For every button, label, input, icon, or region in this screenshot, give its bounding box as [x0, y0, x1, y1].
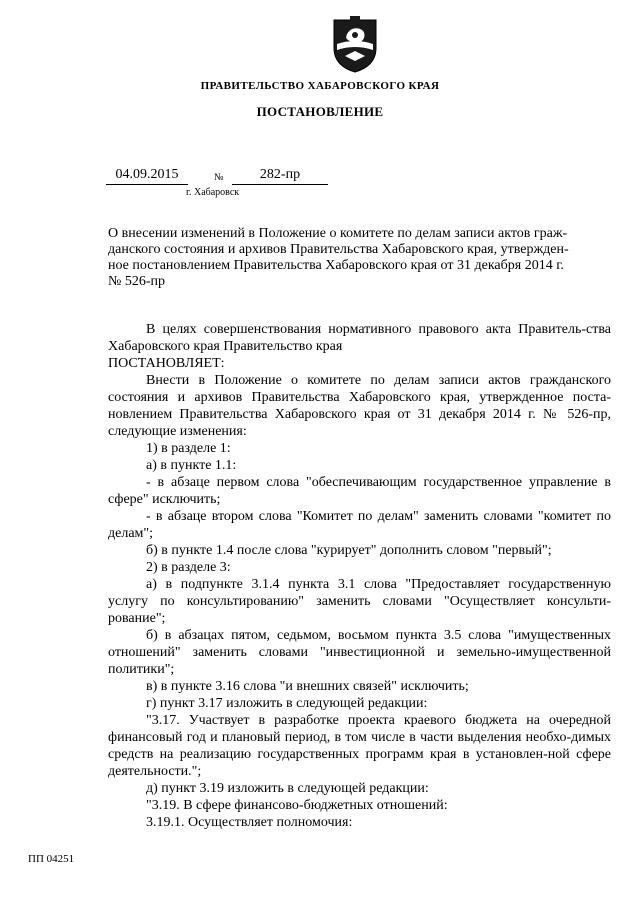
paragraph: а) в пункте 1.1: — [146, 458, 237, 473]
paragraph: ПОСТАНОВЛЯЕТ: — [108, 356, 225, 371]
paragraph: 2) в разделе 3: — [146, 560, 231, 575]
paragraph: а) в подпункте 3.1.4 пункта 3.1 слова "Предоставляет государственную услугу по консультированию" заменить словами "Осуществляет консульти-рование"; — [108, 577, 611, 626]
paragraph: Внести в Положение о комитете по делам записи актов гражданского состояния и архивов Правительства Хабаровского края, утвержденное поста-новлением Правительства Хабаровского края от 31 декабря 2014 г. № 526-пр, следующие изменения: — [108, 373, 611, 439]
coat-of-arms-icon — [330, 14, 380, 74]
document-date: 04.09.2015 — [106, 167, 188, 185]
paragraph: г) пункт 3.17 изложить в следующей редакции: — [146, 696, 428, 711]
title-line: № 526-пр — [108, 274, 166, 289]
paragraph: "3.17. Участвует в разработке проекта краевого бюджета на очередной финансовый год и плановый период, в том числе в части выделения необхо-димых средств на реализацию государственных программ края в установлен-ной сфере деятельности."; — [108, 713, 611, 779]
document-body — [108, 321, 611, 831]
paragraph: - в абзаце первом слова "обеспечивающим государственное управление в сфере" исключить; — [108, 475, 611, 507]
paragraph: в) в пункте 3.16 слова "и внешних связей" исключить; — [146, 679, 469, 694]
paragraph: В целях совершенствования нормативного правового акта Правитель-ства Хабаровского края Правительство края — [108, 322, 611, 354]
number-sign: № — [214, 172, 224, 183]
paragraph: б) в абзацах пятом, седьмом, восьмом пункта 3.5 слова "имущественных отношений" заменить словами "инвестиционной и земельно-имущественной политики"; — [108, 628, 611, 677]
city: г. Хабаровск — [186, 187, 240, 198]
paragraph: д) пункт 3.19 изложить в следующей редакции: — [146, 781, 429, 796]
paragraph: 1) в разделе 1: — [146, 441, 231, 456]
paragraph: - в абзаце втором слова "Комитет по делам" заменить словами "комитет по делам"; — [108, 509, 611, 541]
paragraph: "3.19. В сфере финансово-бюджетных отношений: — [146, 798, 448, 813]
document-type: ПОСТАНОВЛЕНИЕ — [256, 104, 384, 119]
document-number: 282-пр — [232, 167, 328, 185]
title-line: О внесении изменений в Положение о комитете по делам записи актов граж- — [108, 226, 568, 241]
paragraph: 3.19.1. Осуществляет полномочия: — [146, 815, 353, 830]
document-title — [108, 226, 608, 290]
organization-name: ПРАВИТЕЛЬСТВО ХАБАРОВСКОГО КРАЯ — [200, 80, 440, 92]
paragraph: б) в пункте 1.4 после слова "курирует" дополнить словом "первый"; — [146, 543, 552, 558]
footer-code: ПП 04251 — [28, 853, 75, 865]
title-line: данского состояния и архивов Правительства Хабаровского края, утвержден- — [108, 242, 569, 257]
title-line: ное постановлением Правительства Хабаровского края от 31 декабря 2014 г. — [108, 258, 564, 273]
